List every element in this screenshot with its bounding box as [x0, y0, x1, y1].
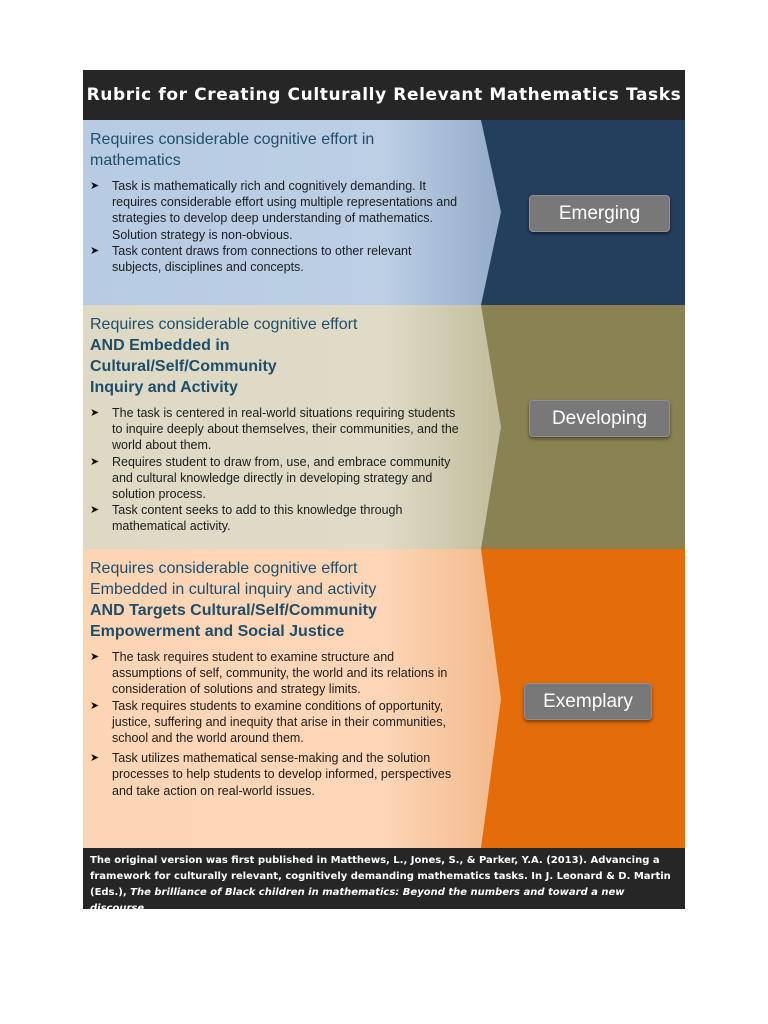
book-title: The brilliance of Black children in mathematics: Beyond the numbers and toward a new discourse [90, 887, 625, 914]
bullet-text: Task content draws from connections to other relevant subjects, disciplines and concepts. [112, 243, 412, 275]
citation-end: . [144, 903, 148, 914]
level-badge-emerging: Emerging [529, 195, 670, 232]
row-heading [90, 129, 460, 171]
heading-line: Embedded in cultural inquiry and activity [90, 581, 377, 598]
bullet-text: Task is mathematically rich and cognitively demanding. It requires considerable effort using multiple representations and strategies to develop deep understanding of mathematics. Solution strategy is non-obvious. [112, 179, 458, 242]
bullet-list [90, 405, 460, 535]
row-heading [90, 558, 460, 642]
list-item [90, 502, 460, 534]
list-item [90, 178, 460, 243]
heading-line: Requires considerable cognitive effort in mathematics [90, 131, 375, 169]
list-item [90, 454, 460, 503]
bullet-text: The task is centered in real-world situations requiring students to inquire deeply about themselves, their communities, and the world about them. [112, 406, 459, 453]
rubric-row-exemplary [83, 549, 685, 848]
arrowhead-bullet-icon: ➤ [90, 504, 100, 517]
page-title: Rubric for Creating Culturally Relevant Mathematics Tasks [83, 70, 685, 120]
level-badge-exemplary: Exemplary [524, 683, 652, 720]
bullet-text: The task requires student to examine structure and assumptions of self, community, the world and its relations in consideration of solutions and strategy limits. [112, 650, 448, 697]
list-item [90, 405, 460, 454]
row-content [90, 129, 460, 275]
heading-line-bold: AND Embedded in Cultural/Self/Community Inquiry and Activity [90, 337, 277, 396]
arrowhead-bullet-icon: ➤ [90, 699, 100, 712]
list-item [90, 649, 460, 698]
bullet-text: Task utilizes mathematical sense-making and the solution processes to help students to develop informed, perspectives and take action on real-world issues. [112, 751, 452, 798]
bullet-list [90, 178, 460, 275]
arrowhead-bullet-icon: ➤ [90, 651, 100, 663]
bullet-text: Task content seeks to add to this knowledge through mathematical activity. [112, 503, 403, 534]
level-badge-developing: Developing [529, 400, 670, 437]
list-item [90, 243, 460, 275]
bullet-text: Requires student to draw from, use, and embrace community and cultural knowledge directly in developing strategy and solution process. [112, 454, 451, 502]
bullet-text: Task requires students to examine conditions of opportunity, justice, suffering and inequity that arise in their communities, school and the world around them. [112, 698, 446, 746]
arrowhead-bullet-icon: ➤ [90, 407, 100, 419]
rubric-poster [83, 70, 685, 914]
heading-line: Requires considerable cognitive effort [90, 316, 358, 333]
arrowhead-bullet-icon: ➤ [90, 244, 100, 257]
arrowhead-bullet-icon: ➤ [90, 455, 100, 468]
citation-text: The original version was first published in Matthews, L., Jones, S., & Parker, Y.A. (2013). Advancing a framework for culturally relevant, cognitively demanding mathematics tasks. In J. Leonard & D. Martin (Eds.), [90, 855, 671, 898]
row-content [90, 314, 460, 535]
row-content [90, 558, 460, 799]
heading-line: Requires considerable cognitive effort [90, 560, 358, 577]
arrowhead-bullet-icon: ➤ [90, 752, 100, 765]
rubric-row-developing [83, 305, 685, 549]
row-heading [90, 314, 460, 398]
list-item [90, 698, 460, 747]
heading-line-bold: AND Targets Cultural/Self/Community Empowerment and Social Justice [90, 602, 377, 640]
list-item [90, 750, 460, 799]
arrowhead-bullet-icon: ➤ [90, 180, 100, 192]
rubric-row-emerging [83, 120, 685, 305]
bullet-list [90, 649, 460, 799]
citation-footer [83, 848, 685, 914]
